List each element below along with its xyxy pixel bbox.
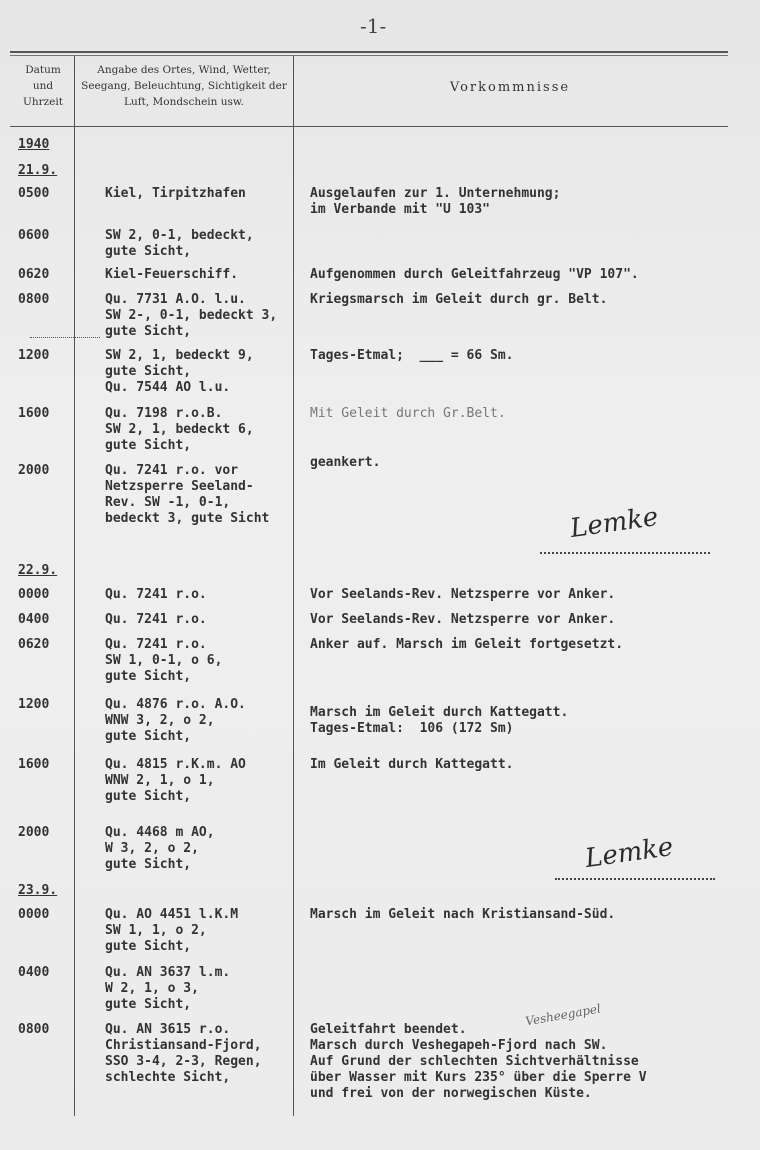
place-cell: Kiel, Tirpitzhafen xyxy=(105,186,246,201)
place-cell: Qu. AN 3615 r.o. Christiansand-Fjord, SSO 3-4, 2-3, Regen, schlechte Sicht, xyxy=(105,1022,262,1085)
time-cell: 1200 xyxy=(18,697,50,712)
event-cell: Tages-Etmal; ___ = 66 Sm. xyxy=(310,348,514,363)
time-cell: 1600 xyxy=(18,406,50,421)
time-cell: 0800 xyxy=(18,292,50,307)
place-cell: Qu. 4815 r.K.m. AO WNW 2, 1, o 1, gute Sicht, xyxy=(105,757,246,804)
time-cell: 0000 xyxy=(18,907,50,922)
event-cell: Marsch im Geleit nach Kristiansand-Süd. xyxy=(310,907,616,922)
date-label: 22.9. xyxy=(18,563,58,578)
time-cell: 0500 xyxy=(18,186,50,201)
place-cell: Qu. 7198 r.o.B. SW 2, 1, bedeckt 6, gute Sicht, xyxy=(105,406,254,453)
column-divider-1 xyxy=(74,56,75,1116)
event-cell: Geleitfahrt beendet. Marsch durch Veshegapeh-Fjord nach SW. Auf Grund der schlechten Sichtverhältnisse über Wasser mit Kurs 235° über die Sperre V und frei von der norwegischen Küste. xyxy=(310,1022,647,1101)
time-cell: 0620 xyxy=(18,637,50,652)
header-datum: Datum und Uhrzeit xyxy=(23,64,63,108)
header-vorkommnisse: Vorkommnisse xyxy=(449,80,571,95)
top-rule-thin xyxy=(10,55,728,56)
dotted-leader xyxy=(30,337,100,338)
year-label: 1940 xyxy=(18,137,50,152)
time-cell: 0800 xyxy=(18,1022,50,1037)
place-cell: Qu. AN 3637 l.m. W 2, 1, o 3, gute Sicht, xyxy=(105,965,231,1012)
date-label: 21.9. xyxy=(18,163,58,178)
column-divider-2 xyxy=(293,56,294,1116)
header-angabe: Angabe des Ortes, Wind, Wetter, Seegang, Beleuchtung, Sichtigkeit der Luft, Mondschein usw. xyxy=(81,64,287,108)
signature-dots xyxy=(555,878,715,880)
top-rule xyxy=(10,51,728,53)
handwritten-note: Vesheegapel xyxy=(524,1001,602,1029)
event-cell: Marsch im Geleit durch Kattegatt. Tages-Etmal: 106 (172 Sm) xyxy=(310,705,569,736)
place-cell: Qu. 4876 r.o. A.O. WNW 3, 2, o 2, gute Sicht, xyxy=(105,697,246,744)
time-cell: 0400 xyxy=(18,965,50,980)
event-cell: Vor Seelands-Rev. Netzsperre vor Anker. xyxy=(310,612,616,627)
place-cell: SW 2, 0-1, bedeckt, gute Sicht, xyxy=(105,228,254,259)
event-cell: geankert. xyxy=(310,455,381,470)
event-cell: Vor Seelands-Rev. Netzsperre vor Anker. xyxy=(310,587,616,602)
event-cell: Anker auf. Marsch im Geleit fortgesetzt. xyxy=(310,637,624,652)
place-cell: Qu. 7241 r.o. vor Netzsperre Seeland- Rev. SW -1, 0-1, bedeckt 3, gute Sicht xyxy=(105,463,270,526)
place-cell: Qu. 7241 r.o. xyxy=(105,612,207,627)
place-cell: Qu. 7241 r.o. xyxy=(105,587,207,602)
event-cell: Kriegsmarsch im Geleit durch gr. Belt. xyxy=(310,292,608,307)
header-rule xyxy=(10,126,728,127)
time-cell: 0620 xyxy=(18,267,50,282)
event-cell: Ausgelaufen zur 1. Unternehmung; im Verbande mit "U 103" xyxy=(310,186,561,217)
page-number: -1- xyxy=(360,14,387,38)
date-label: 23.9. xyxy=(18,883,58,898)
signature: Lemke xyxy=(583,831,676,875)
place-cell: Qu. 7241 r.o. SW 1, 0-1, o 6, gute Sicht, xyxy=(105,637,223,684)
place-cell: Qu. AO 4451 l.K.M SW 1, 1, o 2, gute Sicht, xyxy=(105,907,239,954)
time-cell: 0400 xyxy=(18,612,50,627)
time-cell: 1200 xyxy=(18,348,50,363)
time-cell: 2000 xyxy=(18,825,50,840)
time-cell: 0600 xyxy=(18,228,50,243)
place-cell: SW 2, 1, bedeckt 9, gute Sicht, Qu. 7544 AO l.u. xyxy=(105,348,254,395)
place-cell: Kiel-Feuerschiff. xyxy=(105,267,239,282)
time-cell: 2000 xyxy=(18,463,50,478)
place-cell: Qu. 7731 A.O. l.u. SW 2-, 0-1, bedeckt 3, gute Sicht, xyxy=(105,292,278,339)
signature: Lemke xyxy=(568,501,661,545)
event-cell: Mit Geleit durch Gr.Belt. xyxy=(310,406,506,421)
time-cell: 1600 xyxy=(18,757,50,772)
place-cell: Qu. 4468 m AO, W 3, 2, o 2, gute Sicht, xyxy=(105,825,215,872)
event-cell: Im Geleit durch Kattegatt. xyxy=(310,757,514,772)
time-cell: 0000 xyxy=(18,587,50,602)
event-cell: Aufgenommen durch Geleitfahrzeug "VP 107". xyxy=(310,267,639,282)
signature-dots xyxy=(540,552,710,554)
